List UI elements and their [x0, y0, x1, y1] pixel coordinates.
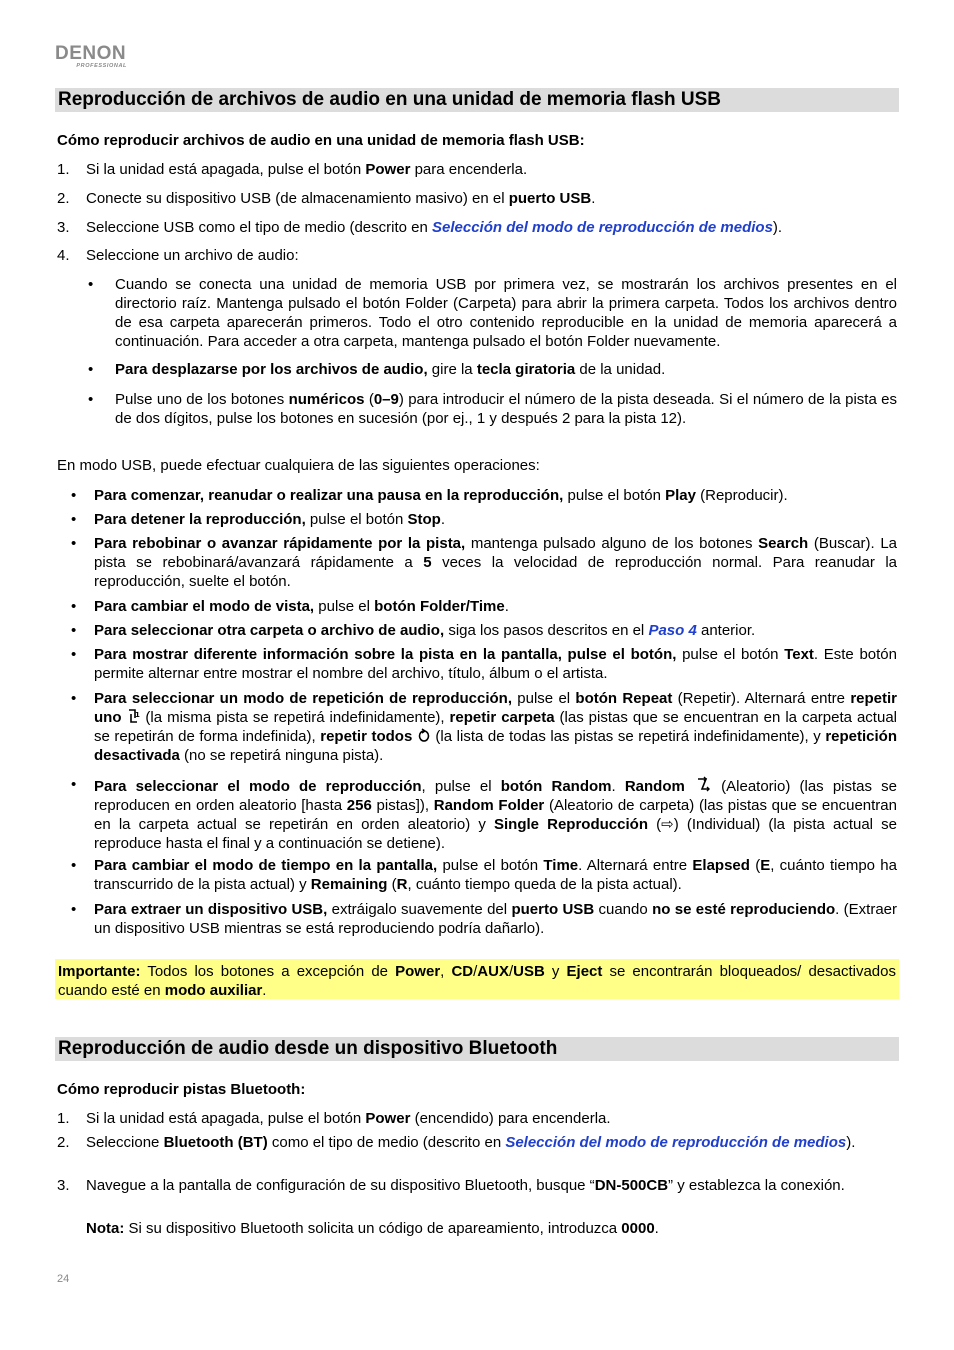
repeat-all-icon [417, 727, 431, 743]
random-icon [694, 775, 712, 793]
usb-subheading: Cómo reproducir archivos de audio en una unidad de memoria flash USB: [57, 132, 585, 149]
link-paso-4[interactable]: Paso 4 [648, 622, 697, 639]
logo-sub: PROFESSIONAL [76, 63, 127, 69]
usb-ops-intro: En modo USB, puede efectuar cualquiera de las siguientes operaciones: [57, 457, 540, 474]
repeat-one-icon [126, 708, 140, 724]
bt-subheading: Cómo reproducir pistas Bluetooth: [57, 1081, 306, 1098]
bt-note: Nota: Si su dispositivo Bluetooth solicita un código de apareamiento, introduzca 0000. [86, 1220, 659, 1237]
link-seleccion-modo-bt[interactable]: Selección del modo de reproducción de medios [505, 1134, 847, 1151]
important-note: Importante: Todos los botones a excepción de Power, CD/AUX/USB y Eject se encontrarán bloqueados/ desactivados cuando esté en modo auxiliar. [55, 959, 899, 999]
denon-logo [55, 44, 127, 69]
svg-text:1: 1 [135, 711, 141, 719]
link-seleccion-modo[interactable]: Selección del modo de reproducción de medios [432, 219, 773, 236]
logo-brand: DENON [55, 43, 127, 64]
bt-section-title: Reproducción de audio desde un dispositivo Bluetooth [55, 1037, 899, 1061]
page-number: 24 [57, 1273, 70, 1285]
usb-section-title: Reproducción de archivos de audio en una unidad de memoria flash USB [55, 88, 899, 112]
